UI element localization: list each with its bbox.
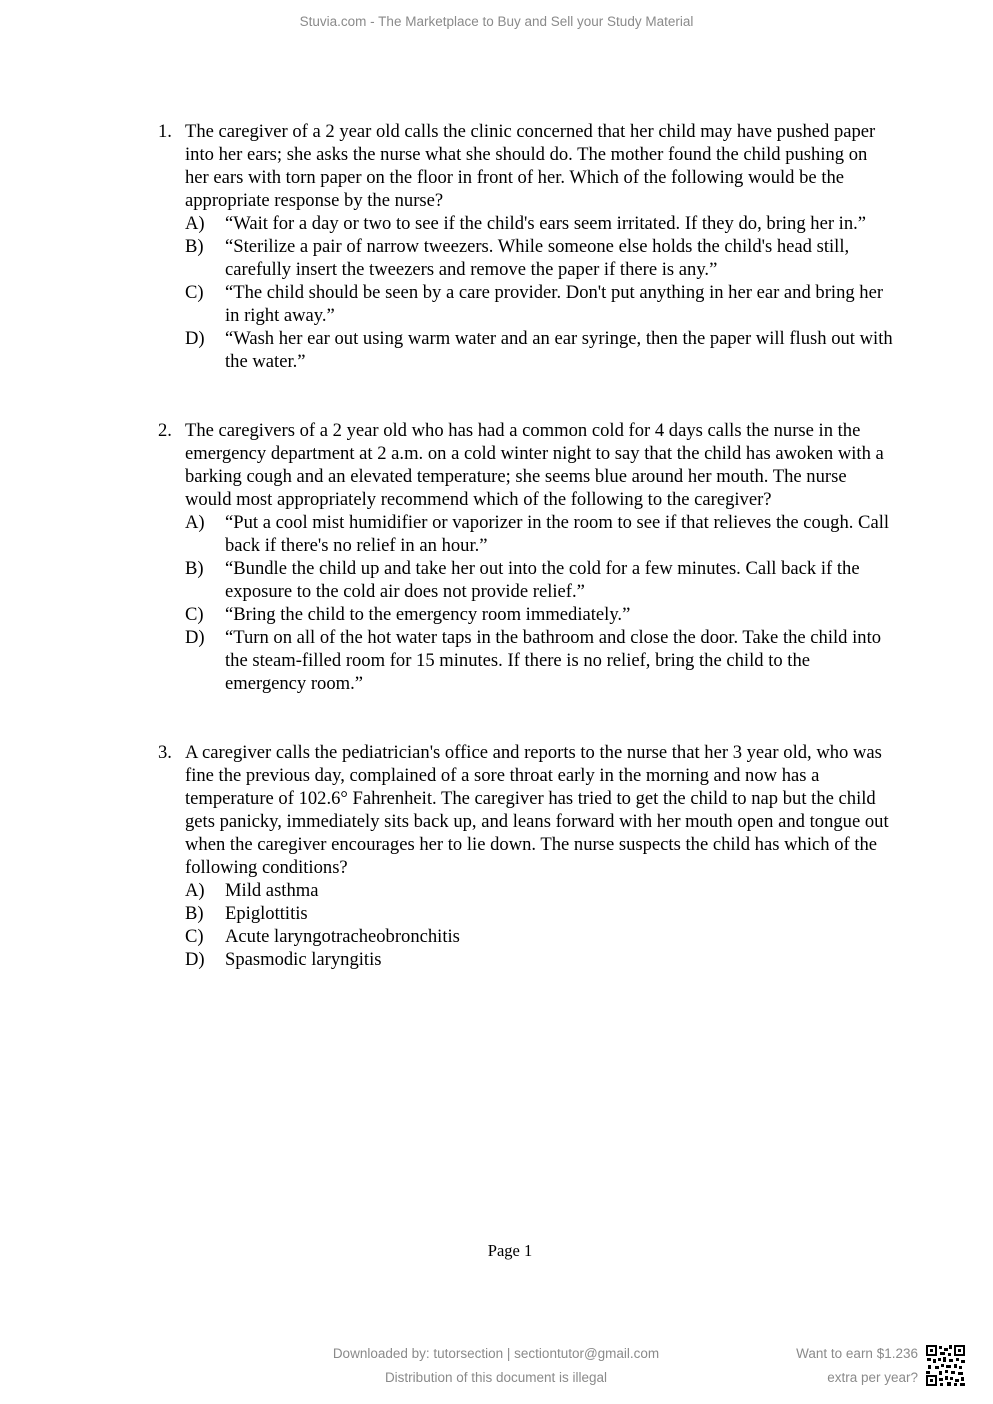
option-letter: A) bbox=[185, 213, 205, 234]
option-b bbox=[185, 557, 893, 603]
option-letter: A) bbox=[185, 512, 205, 533]
option-letter: D) bbox=[185, 949, 205, 970]
option-letter: B) bbox=[185, 903, 204, 924]
option-letter: D) bbox=[185, 328, 205, 349]
question-2 bbox=[158, 419, 893, 695]
option-text: Spasmodic laryngitis bbox=[225, 949, 382, 970]
option-d bbox=[185, 626, 893, 695]
option-list bbox=[185, 511, 893, 695]
question-text: The caregivers of a 2 year old who has had a common cold for 4 days calls the nurse in the emergency department at 2 a.m. on a cold winter night to say that the child has awoken with a barking cough and an elevated temperature; she seems blue around her mouth. The nurse would most appropriately recommend which of the following to the caregiver? bbox=[185, 420, 884, 510]
downloaded-by-text: Downloaded by: tutorsection | sectiontutor@gmail.com bbox=[332, 1346, 660, 1361]
option-text: Acute laryngotracheobronchitis bbox=[225, 926, 460, 947]
option-d bbox=[185, 948, 893, 971]
option-a bbox=[185, 879, 893, 902]
option-list bbox=[185, 879, 893, 971]
option-letter: C) bbox=[185, 926, 204, 947]
question-text: The caregiver of a 2 year old calls the clinic concerned that her child may have pushed paper into her ears; she asks the nurse what she should do. The mother found the child pushing on her ears with torn paper on the floor in front of her. Which of the following would be the appropriate response by the nurse? bbox=[185, 121, 876, 211]
question-number: 1. bbox=[158, 121, 172, 142]
option-text: “Put a cool mist humidifier or vaporizer in the room to see if that relieves the cough. Call back if there's no relief in an hour.” bbox=[225, 512, 890, 556]
option-text: “Bring the child to the emergency room immediately.” bbox=[225, 604, 631, 625]
option-letter: C) bbox=[185, 282, 204, 303]
option-letter: B) bbox=[185, 558, 204, 579]
earn-promo-line2[interactable]: extra per year? bbox=[827, 1370, 918, 1385]
option-text: “Sterilize a pair of narrow tweezers. While someone else holds the child's head still, carefully insert the tweezers and remove the paper if there is any.” bbox=[225, 236, 850, 280]
distribution-notice: Distribution of this document is illegal bbox=[384, 1370, 608, 1385]
earn-promo-line1[interactable]: Want to earn $1.236 bbox=[796, 1346, 918, 1361]
option-b bbox=[185, 902, 893, 925]
site-header: Stuvia.com - The Marketplace to Buy and Sell your Study Material bbox=[299, 14, 694, 29]
option-list bbox=[185, 212, 893, 373]
option-d bbox=[185, 327, 893, 373]
question-number: 3. bbox=[158, 742, 172, 763]
option-b bbox=[185, 235, 893, 281]
question-3 bbox=[158, 741, 893, 971]
option-text: “The child should be seen by a care provider. Don't put anything in her ear and bring her in right away.” bbox=[225, 282, 884, 326]
option-letter: A) bbox=[185, 880, 205, 901]
option-a bbox=[185, 511, 893, 557]
option-c bbox=[185, 281, 893, 327]
option-text: Mild asthma bbox=[225, 880, 319, 901]
option-letter: C) bbox=[185, 604, 204, 625]
option-letter: D) bbox=[185, 627, 205, 648]
option-text: “Turn on all of the hot water taps in the bathroom and close the door. Take the child into the steam-filled room for 15 minutes. If there is no relief, bring the child to the emergency room.” bbox=[225, 627, 882, 694]
option-text: “Wash her ear out using warm water and an ear syringe, then the paper will flush out with the water.” bbox=[225, 328, 893, 372]
question-text: A caregiver calls the pediatrician's office and reports to the nurse that her 3 year old, who was fine the previous day, complained of a sore throat early in the morning and now has a temperature of 102.6° Fahrenheit. The caregiver has tried to get the child to nap but the child gets panicky, immediately sits back up, and leans forward with her mouth open and tongue out when the caregiver encourages her to lie down. The nurse suspects the child has which of the following conditions? bbox=[185, 742, 889, 878]
question-1 bbox=[158, 120, 893, 373]
option-c bbox=[185, 925, 893, 948]
option-text: “Bundle the child up and take her out into the cold for a few minutes. Call back if the exposure to the cold air does not provide relief.” bbox=[225, 558, 860, 602]
question-list bbox=[158, 120, 893, 1017]
option-c bbox=[185, 603, 893, 626]
option-letter: B) bbox=[185, 236, 204, 257]
qr-code-icon[interactable] bbox=[925, 1344, 966, 1387]
option-a bbox=[185, 212, 893, 235]
question-number: 2. bbox=[158, 420, 172, 441]
qr-code-graphic bbox=[925, 1344, 966, 1387]
option-text: “Wait for a day or two to see if the child's ears seem irritated. If they do, bring her in.” bbox=[225, 213, 867, 234]
page-number: Page 1 bbox=[487, 1241, 533, 1260]
option-text: Epiglottitis bbox=[225, 903, 308, 924]
